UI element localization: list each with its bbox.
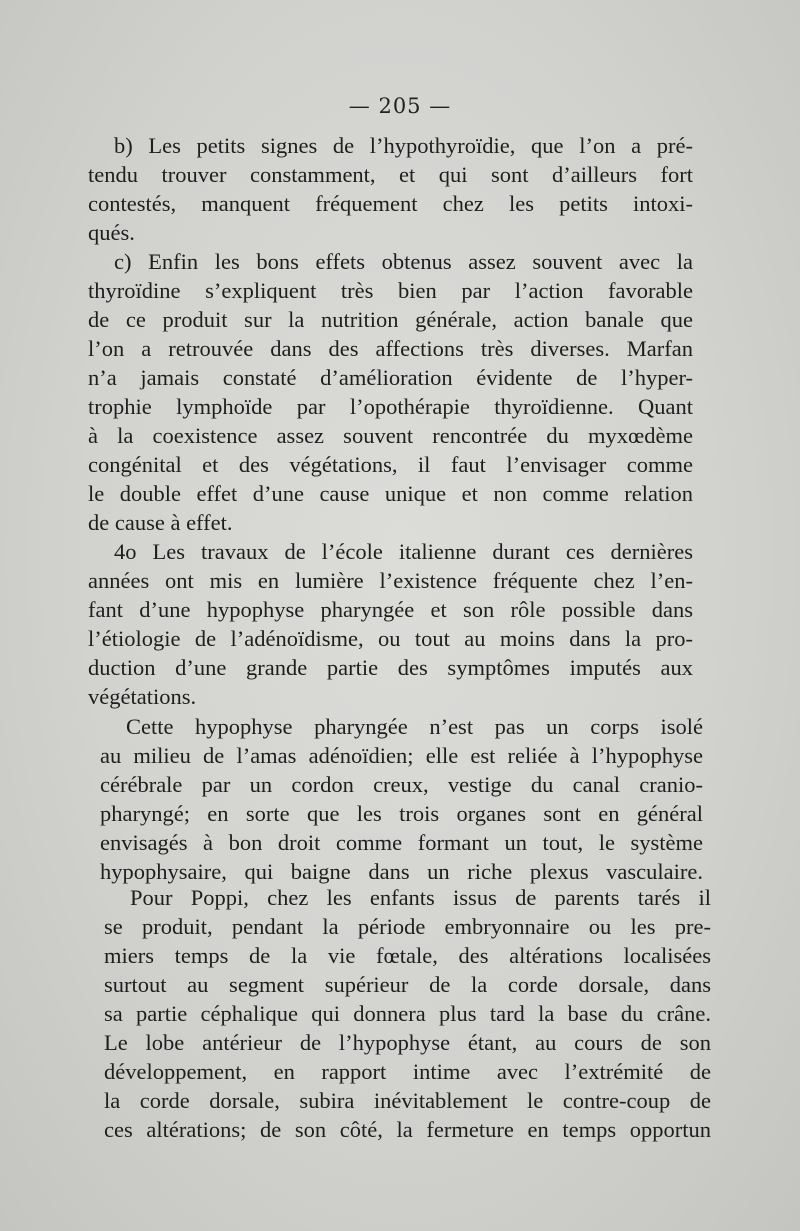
- text-line: pharyngé; en sorte que les trois organes sont en général: [100, 801, 703, 826]
- text-line: 4o Les travaux de l’école italienne durant ces dernières: [114, 539, 693, 564]
- text-line: au milieu de l’amas adénoïdien; elle est reliée à l’hypophyse: [100, 743, 703, 768]
- text-line: hypophysaire, qui baigne dans un riche plexus vasculaire.: [100, 859, 703, 884]
- text-line: envisagés à bon droit comme formant un tout, le système: [100, 830, 703, 855]
- text-line: tendu trouver constamment, et qui sont d’ailleurs fort: [88, 162, 693, 187]
- text-line: à la coexistence assez souvent rencontrée du myxœdème: [88, 423, 693, 448]
- text-line: végétations.: [88, 684, 197, 709]
- text-line: l’on a retrouvée dans des affections très diverses. Marfan: [88, 336, 693, 361]
- text-line: Pour Poppi, chez les enfants issus de parents tarés il: [130, 885, 711, 910]
- text-block-1: [88, 131, 693, 711]
- text-line: de ce produit sur la nutrition générale, action banale que: [88, 307, 693, 332]
- text-line: miers temps de la vie fœtale, des altérations localisées: [104, 943, 711, 968]
- text-line: duction d’une grande partie des symptômes imputés aux: [88, 655, 693, 680]
- text-line: Le lobe antérieur de l’hypophyse étant, au cours de son: [104, 1030, 711, 1055]
- text-line: ces altérations; de son côté, la fermeture en temps opportun: [104, 1117, 711, 1142]
- text-line: années ont mis en lumière l’existence fréquente chez l’en-: [88, 568, 693, 593]
- text-line: congénital et des végétations, il faut l’envisager comme: [88, 452, 693, 477]
- text-line: Cette hypophyse pharyngée n’est pas un corps isolé: [126, 714, 703, 739]
- text-line: n’a jamais constaté d’amélioration évidente de l’hyper-: [88, 365, 693, 390]
- text-line: de cause à effet.: [88, 510, 233, 535]
- text-line: b) Les petits signes de l’hypothyroïdie, que l’on a pré-: [114, 133, 693, 158]
- text-line: l’étiologie de l’adénoïdisme, ou tout au moins dans la pro-: [88, 626, 693, 651]
- text-line: se produit, pendant la période embryonnaire ou les pre-: [104, 914, 711, 939]
- text-block-2: [100, 712, 703, 886]
- text-line: trophie lymphoïde par l’opothérapie thyroïdienne. Quant: [88, 394, 693, 419]
- text-line: surtout au segment supérieur de la corde dorsale, dans: [104, 972, 711, 997]
- text-line: développement, en rapport intime avec l’extrémité de: [104, 1059, 711, 1084]
- text-line: qués.: [88, 220, 135, 245]
- text-line: le double effet d’une cause unique et non comme relation: [88, 481, 693, 506]
- text-line: c) Enfin les bons effets obtenus assez souvent avec la: [114, 249, 693, 274]
- text-line: sa partie céphalique qui donnera plus tard la base du crâne.: [104, 1001, 711, 1026]
- text-line: contestés, manquent fréquement chez les petits intoxi-: [88, 191, 693, 216]
- page-number: — 205 —: [348, 94, 452, 118]
- text-line: fant d’une hypophyse pharyngée et son rôle possible dans: [88, 597, 693, 622]
- text-line: thyroïdine s’expliquent très bien par l’action favorable: [88, 278, 693, 303]
- text-line: la corde dorsale, subira inévitablement le contre-coup de: [104, 1088, 711, 1113]
- text-block-3: [104, 883, 711, 1144]
- text-line: cérébrale par un cordon creux, vestige du canal cranio-: [100, 772, 703, 797]
